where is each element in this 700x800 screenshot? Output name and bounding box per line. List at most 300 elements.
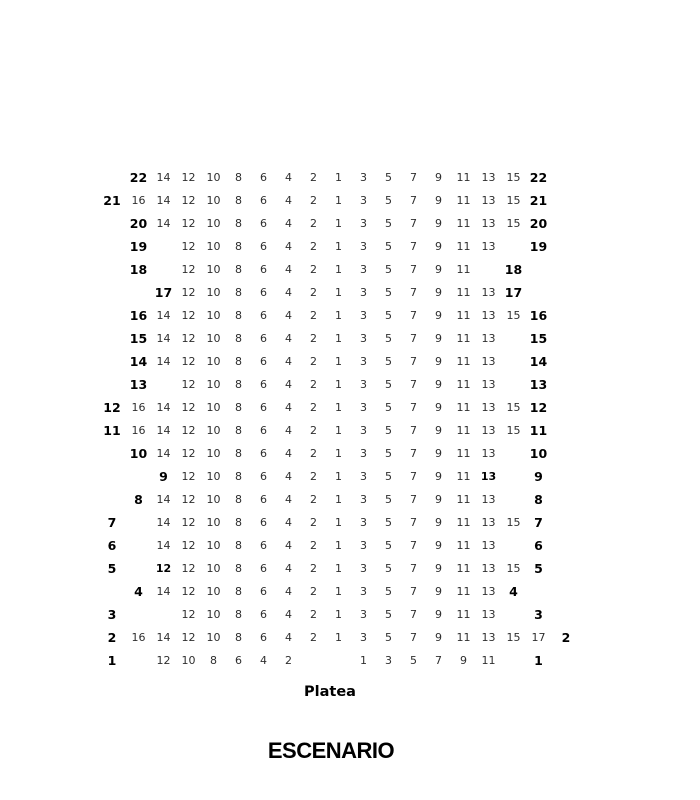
seat-r10-10[interactable]: 10 (206, 447, 221, 460)
seat-r18-3[interactable]: 3 (360, 263, 367, 276)
seat-r1-7[interactable]: 7 (435, 654, 442, 667)
seat-r1-10[interactable]: 10 (181, 654, 196, 667)
seat-r11-6[interactable]: 6 (260, 424, 267, 437)
seat-r6-13[interactable]: 13 (481, 539, 496, 552)
seat-r9-11[interactable]: 11 (456, 470, 471, 483)
seat-r4-2[interactable]: 2 (310, 585, 317, 598)
seat-r2-6[interactable]: 6 (260, 631, 267, 644)
seat-r1-12[interactable]: 12 (156, 654, 171, 667)
seat-r22-6[interactable]: 6 (260, 171, 267, 184)
seat-r12-15[interactable]: 15 (506, 401, 521, 414)
seat-r18-6[interactable]: 6 (260, 263, 267, 276)
seat-r11-4[interactable]: 4 (285, 424, 292, 437)
seat-r1-6[interactable]: 6 (235, 654, 242, 667)
seat-r13-9[interactable]: 9 (435, 378, 442, 391)
seat-r2-11[interactable]: 11 (456, 631, 471, 644)
seat-r11-8[interactable]: 8 (235, 424, 242, 437)
seat-r15-8[interactable]: 8 (235, 332, 242, 345)
seat-r4-10[interactable]: 10 (206, 585, 221, 598)
seat-r16-1[interactable]: 1 (335, 309, 342, 322)
seat-r2-9[interactable]: 9 (435, 631, 442, 644)
seat-r14-13[interactable]: 13 (481, 355, 496, 368)
seat-r7-5[interactable]: 5 (385, 516, 392, 529)
seat-r22-1[interactable]: 1 (335, 171, 342, 184)
seat-r18-11[interactable]: 11 (456, 263, 471, 276)
seat-r1-2[interactable]: 2 (285, 654, 292, 667)
seat-r14-7[interactable]: 7 (410, 355, 417, 368)
seat-r2-17[interactable]: 17 (531, 631, 546, 644)
seat-r15-3[interactable]: 3 (360, 332, 367, 345)
seat-r11-13[interactable]: 13 (481, 424, 496, 437)
seat-r9-1[interactable]: 1 (335, 470, 342, 483)
seat-r10-11[interactable]: 11 (456, 447, 471, 460)
seat-r8-11[interactable]: 11 (456, 493, 471, 506)
seat-r7-9[interactable]: 9 (435, 516, 442, 529)
seat-r13-11[interactable]: 11 (456, 378, 471, 391)
seat-r2-8[interactable]: 8 (235, 631, 242, 644)
seat-r15-1[interactable]: 1 (335, 332, 342, 345)
seat-r4-1[interactable]: 1 (335, 585, 342, 598)
seat-r10-8[interactable]: 8 (235, 447, 242, 460)
seat-r13-5[interactable]: 5 (385, 378, 392, 391)
seat-r8-2[interactable]: 2 (310, 493, 317, 506)
seat-r8-6[interactable]: 6 (260, 493, 267, 506)
seat-r19-2[interactable]: 2 (310, 240, 317, 253)
seat-r1-4[interactable]: 4 (260, 654, 267, 667)
seat-r19-6[interactable]: 6 (260, 240, 267, 253)
seat-r5-11[interactable]: 11 (456, 562, 471, 575)
seat-r3-11[interactable]: 11 (456, 608, 471, 621)
seat-r2-1[interactable]: 1 (335, 631, 342, 644)
seat-r11-2[interactable]: 2 (310, 424, 317, 437)
seat-r19-7[interactable]: 7 (410, 240, 417, 253)
seat-r5-12[interactable]: 12 (181, 562, 196, 575)
seat-r3-13[interactable]: 13 (481, 608, 496, 621)
seat-r4-8[interactable]: 8 (235, 585, 242, 598)
seat-r22-8[interactable]: 8 (235, 171, 242, 184)
seat-r10-6[interactable]: 6 (260, 447, 267, 460)
seat-r8-1[interactable]: 1 (335, 493, 342, 506)
seat-r7-1[interactable]: 1 (335, 516, 342, 529)
seat-r21-11[interactable]: 11 (456, 194, 471, 207)
seat-r9-5[interactable]: 5 (385, 470, 392, 483)
seat-r21-4[interactable]: 4 (285, 194, 292, 207)
seat-r21-9[interactable]: 9 (435, 194, 442, 207)
seat-r5-2[interactable]: 2 (310, 562, 317, 575)
seat-r15-10[interactable]: 10 (206, 332, 221, 345)
seat-r22-7[interactable]: 7 (410, 171, 417, 184)
seat-r16-15[interactable]: 15 (506, 309, 521, 322)
seat-r5-13[interactable]: 13 (481, 562, 496, 575)
seat-r21-5[interactable]: 5 (385, 194, 392, 207)
seat-r7-14[interactable]: 14 (156, 516, 171, 529)
seat-r11-1[interactable]: 1 (335, 424, 342, 437)
seat-r15-14[interactable]: 14 (156, 332, 171, 345)
seat-r14-10[interactable]: 10 (206, 355, 221, 368)
seat-r11-10[interactable]: 10 (206, 424, 221, 437)
seat-r21-1[interactable]: 1 (335, 194, 342, 207)
seat-r15-7[interactable]: 7 (410, 332, 417, 345)
seat-r9-9[interactable]: 9 (435, 470, 442, 483)
seat-r12-7[interactable]: 7 (410, 401, 417, 414)
seat-r7-4[interactable]: 4 (285, 516, 292, 529)
seat-r13-7[interactable]: 7 (410, 378, 417, 391)
seat-r9-2[interactable]: 2 (310, 470, 317, 483)
seat-r7-8[interactable]: 8 (235, 516, 242, 529)
seat-r10-2[interactable]: 2 (310, 447, 317, 460)
seat-r22-13[interactable]: 13 (481, 171, 496, 184)
seat-r18-8[interactable]: 8 (235, 263, 242, 276)
seat-r16-14[interactable]: 14 (156, 309, 171, 322)
seat-r22-9[interactable]: 9 (435, 171, 442, 184)
seat-r13-8[interactable]: 8 (235, 378, 242, 391)
seat-r22-14[interactable]: 14 (156, 171, 171, 184)
seat-r14-4[interactable]: 4 (285, 355, 292, 368)
seat-r22-10[interactable]: 10 (206, 171, 221, 184)
seat-r11-5[interactable]: 5 (385, 424, 392, 437)
seat-r14-8[interactable]: 8 (235, 355, 242, 368)
seat-r19-5[interactable]: 5 (385, 240, 392, 253)
seat-r14-2[interactable]: 2 (310, 355, 317, 368)
seat-r21-8[interactable]: 8 (235, 194, 242, 207)
seat-r13-2[interactable]: 2 (310, 378, 317, 391)
seat-r11-12[interactable]: 12 (181, 424, 196, 437)
seat-r10-7[interactable]: 7 (410, 447, 417, 460)
seat-r2-16[interactable]: 16 (131, 631, 146, 644)
seat-r20-8[interactable]: 8 (235, 217, 242, 230)
seat-r3-6[interactable]: 6 (260, 608, 267, 621)
seat-r6-14[interactable]: 14 (156, 539, 171, 552)
seat-r22-4[interactable]: 4 (285, 171, 292, 184)
seat-r8-8[interactable]: 8 (235, 493, 242, 506)
seat-r20-9[interactable]: 9 (435, 217, 442, 230)
seat-r4-6[interactable]: 6 (260, 585, 267, 598)
seat-r17-1[interactable]: 1 (335, 286, 342, 299)
seat-r2-3[interactable]: 3 (360, 631, 367, 644)
seat-r3-5[interactable]: 5 (385, 608, 392, 621)
seat-r20-7[interactable]: 7 (410, 217, 417, 230)
seat-r7-15[interactable]: 15 (506, 516, 521, 529)
seat-r11-16[interactable]: 16 (131, 424, 146, 437)
seat-r16-3[interactable]: 3 (360, 309, 367, 322)
seat-r9-3[interactable]: 3 (360, 470, 367, 483)
seat-r20-14[interactable]: 14 (156, 217, 171, 230)
seat-r13-13[interactable]: 13 (481, 378, 496, 391)
seat-r10-13[interactable]: 13 (481, 447, 496, 460)
seat-r14-1[interactable]: 1 (335, 355, 342, 368)
seat-r8-13[interactable]: 13 (481, 493, 496, 506)
seat-r12-11[interactable]: 11 (456, 401, 471, 414)
seat-r5-12[interactable]: 12 (155, 562, 172, 575)
seat-r12-10[interactable]: 10 (206, 401, 221, 414)
seat-r13-12[interactable]: 12 (181, 378, 196, 391)
seat-r6-9[interactable]: 9 (435, 539, 442, 552)
seat-r8-10[interactable]: 10 (206, 493, 221, 506)
seat-r17-5[interactable]: 5 (385, 286, 392, 299)
seat-r12-4[interactable]: 4 (285, 401, 292, 414)
seat-r2-10[interactable]: 10 (206, 631, 221, 644)
seat-r7-12[interactable]: 12 (181, 516, 196, 529)
seat-r19-3[interactable]: 3 (360, 240, 367, 253)
seat-r17-10[interactable]: 10 (206, 286, 221, 299)
seat-r6-1[interactable]: 1 (335, 539, 342, 552)
seat-r10-1[interactable]: 1 (335, 447, 342, 460)
seat-r3-1[interactable]: 1 (335, 608, 342, 621)
seat-r5-10[interactable]: 10 (206, 562, 221, 575)
seat-r11-15[interactable]: 15 (506, 424, 521, 437)
seat-r21-15[interactable]: 15 (506, 194, 521, 207)
seat-r5-8[interactable]: 8 (235, 562, 242, 575)
seat-r5-6[interactable]: 6 (260, 562, 267, 575)
seat-r18-10[interactable]: 10 (206, 263, 221, 276)
seat-r12-9[interactable]: 9 (435, 401, 442, 414)
seat-r18-4[interactable]: 4 (285, 263, 292, 276)
seat-r7-3[interactable]: 3 (360, 516, 367, 529)
seat-r21-12[interactable]: 12 (181, 194, 196, 207)
seat-r6-2[interactable]: 2 (310, 539, 317, 552)
seat-r6-5[interactable]: 5 (385, 539, 392, 552)
seat-r9-7[interactable]: 7 (410, 470, 417, 483)
seat-r17-12[interactable]: 12 (181, 286, 196, 299)
seat-r4-13[interactable]: 13 (481, 585, 496, 598)
seat-r8-5[interactable]: 5 (385, 493, 392, 506)
seat-r15-13[interactable]: 13 (481, 332, 496, 345)
seat-r17-9[interactable]: 9 (435, 286, 442, 299)
seat-r3-3[interactable]: 3 (360, 608, 367, 621)
seat-r15-11[interactable]: 11 (456, 332, 471, 345)
seat-r22-2[interactable]: 2 (310, 171, 317, 184)
seat-r17-3[interactable]: 3 (360, 286, 367, 299)
seat-r4-5[interactable]: 5 (385, 585, 392, 598)
seat-r7-6[interactable]: 6 (260, 516, 267, 529)
seat-r3-8[interactable]: 8 (235, 608, 242, 621)
seat-r19-9[interactable]: 9 (435, 240, 442, 253)
seat-r5-1[interactable]: 1 (335, 562, 342, 575)
seat-r16-11[interactable]: 11 (456, 309, 471, 322)
seat-r10-3[interactable]: 3 (360, 447, 367, 460)
seat-r6-3[interactable]: 3 (360, 539, 367, 552)
seat-r8-7[interactable]: 7 (410, 493, 417, 506)
seat-r20-13[interactable]: 13 (481, 217, 496, 230)
seat-r2-7[interactable]: 7 (410, 631, 417, 644)
seat-r5-9[interactable]: 9 (435, 562, 442, 575)
seat-r10-14[interactable]: 14 (156, 447, 171, 460)
seat-r18-7[interactable]: 7 (410, 263, 417, 276)
seat-r19-10[interactable]: 10 (206, 240, 221, 253)
seat-r19-8[interactable]: 8 (235, 240, 242, 253)
seat-r20-15[interactable]: 15 (506, 217, 521, 230)
seat-r11-3[interactable]: 3 (360, 424, 367, 437)
seat-r4-3[interactable]: 3 (360, 585, 367, 598)
seat-r21-3[interactable]: 3 (360, 194, 367, 207)
seat-r16-4[interactable]: 4 (285, 309, 292, 322)
seat-r16-12[interactable]: 12 (181, 309, 196, 322)
seat-r21-7[interactable]: 7 (410, 194, 417, 207)
seat-r13-6[interactable]: 6 (260, 378, 267, 391)
seat-r9-12[interactable]: 12 (181, 470, 196, 483)
seat-r19-4[interactable]: 4 (285, 240, 292, 253)
seat-r12-1[interactable]: 1 (335, 401, 342, 414)
seat-r19-13[interactable]: 13 (481, 240, 496, 253)
seat-r21-16[interactable]: 16 (131, 194, 146, 207)
seat-r18-5[interactable]: 5 (385, 263, 392, 276)
seat-r10-9[interactable]: 9 (435, 447, 442, 460)
seat-r16-13[interactable]: 13 (481, 309, 496, 322)
seat-r19-1[interactable]: 1 (335, 240, 342, 253)
seat-r7-7[interactable]: 7 (410, 516, 417, 529)
seat-r14-14[interactable]: 14 (156, 355, 171, 368)
seat-r13-3[interactable]: 3 (360, 378, 367, 391)
seat-r21-13[interactable]: 13 (481, 194, 496, 207)
seat-r17-8[interactable]: 8 (235, 286, 242, 299)
seat-r8-9[interactable]: 9 (435, 493, 442, 506)
seat-r20-3[interactable]: 3 (360, 217, 367, 230)
seat-r2-14[interactable]: 14 (156, 631, 171, 644)
seat-r10-5[interactable]: 5 (385, 447, 392, 460)
seat-r4-9[interactable]: 9 (435, 585, 442, 598)
seat-r12-13[interactable]: 13 (481, 401, 496, 414)
seat-r9-13[interactable]: 13 (480, 470, 497, 483)
seat-r20-1[interactable]: 1 (335, 217, 342, 230)
seat-r12-16[interactable]: 16 (131, 401, 146, 414)
seat-r8-3[interactable]: 3 (360, 493, 367, 506)
seat-r3-7[interactable]: 7 (410, 608, 417, 621)
seat-r16-6[interactable]: 6 (260, 309, 267, 322)
seat-r15-4[interactable]: 4 (285, 332, 292, 345)
seat-r16-5[interactable]: 5 (385, 309, 392, 322)
seat-r20-2[interactable]: 2 (310, 217, 317, 230)
seat-r17-4[interactable]: 4 (285, 286, 292, 299)
seat-r9-10[interactable]: 10 (206, 470, 221, 483)
seat-r22-3[interactable]: 3 (360, 171, 367, 184)
seat-r18-2[interactable]: 2 (310, 263, 317, 276)
seat-r16-8[interactable]: 8 (235, 309, 242, 322)
seat-r2-13[interactable]: 13 (481, 631, 496, 644)
seat-r15-5[interactable]: 5 (385, 332, 392, 345)
seat-r3-10[interactable]: 10 (206, 608, 221, 621)
seat-r5-5[interactable]: 5 (385, 562, 392, 575)
seat-r6-8[interactable]: 8 (235, 539, 242, 552)
seat-r18-1[interactable]: 1 (335, 263, 342, 276)
seat-r21-6[interactable]: 6 (260, 194, 267, 207)
seat-r10-12[interactable]: 12 (181, 447, 196, 460)
seat-r12-2[interactable]: 2 (310, 401, 317, 414)
seat-r19-11[interactable]: 11 (456, 240, 471, 253)
seat-r2-5[interactable]: 5 (385, 631, 392, 644)
seat-r11-9[interactable]: 9 (435, 424, 442, 437)
seat-r20-11[interactable]: 11 (456, 217, 471, 230)
seat-r6-12[interactable]: 12 (181, 539, 196, 552)
seat-r9-4[interactable]: 4 (285, 470, 292, 483)
seat-r21-10[interactable]: 10 (206, 194, 221, 207)
seat-r17-13[interactable]: 13 (481, 286, 496, 299)
seat-r17-7[interactable]: 7 (410, 286, 417, 299)
seat-r20-4[interactable]: 4 (285, 217, 292, 230)
seat-r12-6[interactable]: 6 (260, 401, 267, 414)
seat-r5-4[interactable]: 4 (285, 562, 292, 575)
seat-r7-10[interactable]: 10 (206, 516, 221, 529)
seat-r16-7[interactable]: 7 (410, 309, 417, 322)
seat-r4-7[interactable]: 7 (410, 585, 417, 598)
seat-r16-2[interactable]: 2 (310, 309, 317, 322)
seat-r12-3[interactable]: 3 (360, 401, 367, 414)
seat-r22-15[interactable]: 15 (506, 171, 521, 184)
seat-r1-1[interactable]: 1 (360, 654, 367, 667)
seat-r20-10[interactable]: 10 (206, 217, 221, 230)
seat-r11-11[interactable]: 11 (456, 424, 471, 437)
seat-r3-12[interactable]: 12 (181, 608, 196, 621)
seat-r7-13[interactable]: 13 (481, 516, 496, 529)
seat-r6-4[interactable]: 4 (285, 539, 292, 552)
seat-r4-4[interactable]: 4 (285, 585, 292, 598)
seat-r2-15[interactable]: 15 (506, 631, 521, 644)
seat-r1-9[interactable]: 9 (460, 654, 467, 667)
seat-r22-5[interactable]: 5 (385, 171, 392, 184)
seat-r6-6[interactable]: 6 (260, 539, 267, 552)
seat-r14-11[interactable]: 11 (456, 355, 471, 368)
seat-r5-15[interactable]: 15 (506, 562, 521, 575)
seat-r15-2[interactable]: 2 (310, 332, 317, 345)
seat-r6-11[interactable]: 11 (456, 539, 471, 552)
seat-r9-6[interactable]: 6 (260, 470, 267, 483)
seat-r21-2[interactable]: 2 (310, 194, 317, 207)
seat-r17-11[interactable]: 11 (456, 286, 471, 299)
seat-r11-14[interactable]: 14 (156, 424, 171, 437)
seat-r14-12[interactable]: 12 (181, 355, 196, 368)
seat-r5-7[interactable]: 7 (410, 562, 417, 575)
seat-r2-12[interactable]: 12 (181, 631, 196, 644)
seat-r6-10[interactable]: 10 (206, 539, 221, 552)
seat-r13-10[interactable]: 10 (206, 378, 221, 391)
seat-r19-12[interactable]: 12 (181, 240, 196, 253)
seat-r1-8[interactable]: 8 (210, 654, 217, 667)
seat-r5-3[interactable]: 3 (360, 562, 367, 575)
seat-r12-5[interactable]: 5 (385, 401, 392, 414)
seat-r7-11[interactable]: 11 (456, 516, 471, 529)
seat-r15-12[interactable]: 12 (181, 332, 196, 345)
seat-r15-9[interactable]: 9 (435, 332, 442, 345)
seat-r17-6[interactable]: 6 (260, 286, 267, 299)
seat-r3-9[interactable]: 9 (435, 608, 442, 621)
seat-r2-2[interactable]: 2 (310, 631, 317, 644)
seat-r8-14[interactable]: 14 (156, 493, 171, 506)
seat-r8-12[interactable]: 12 (181, 493, 196, 506)
seat-r12-14[interactable]: 14 (156, 401, 171, 414)
seat-r11-7[interactable]: 7 (410, 424, 417, 437)
seat-r18-9[interactable]: 9 (435, 263, 442, 276)
seat-r12-8[interactable]: 8 (235, 401, 242, 414)
seat-r4-12[interactable]: 12 (181, 585, 196, 598)
seat-r22-11[interactable]: 11 (456, 171, 471, 184)
seat-r20-12[interactable]: 12 (181, 217, 196, 230)
seat-r12-12[interactable]: 12 (181, 401, 196, 414)
seat-r17-2[interactable]: 2 (310, 286, 317, 299)
seat-r4-11[interactable]: 11 (456, 585, 471, 598)
seat-r1-5[interactable]: 5 (410, 654, 417, 667)
seat-r15-6[interactable]: 6 (260, 332, 267, 345)
seat-r14-5[interactable]: 5 (385, 355, 392, 368)
seat-r13-4[interactable]: 4 (285, 378, 292, 391)
seat-r14-3[interactable]: 3 (360, 355, 367, 368)
seat-r16-10[interactable]: 10 (206, 309, 221, 322)
seat-r22-12[interactable]: 12 (181, 171, 196, 184)
seat-r18-12[interactable]: 12 (181, 263, 196, 276)
seat-r4-14[interactable]: 14 (156, 585, 171, 598)
seat-r8-4[interactable]: 4 (285, 493, 292, 506)
seat-r1-3[interactable]: 3 (385, 654, 392, 667)
seat-r7-2[interactable]: 2 (310, 516, 317, 529)
seat-r13-1[interactable]: 1 (335, 378, 342, 391)
